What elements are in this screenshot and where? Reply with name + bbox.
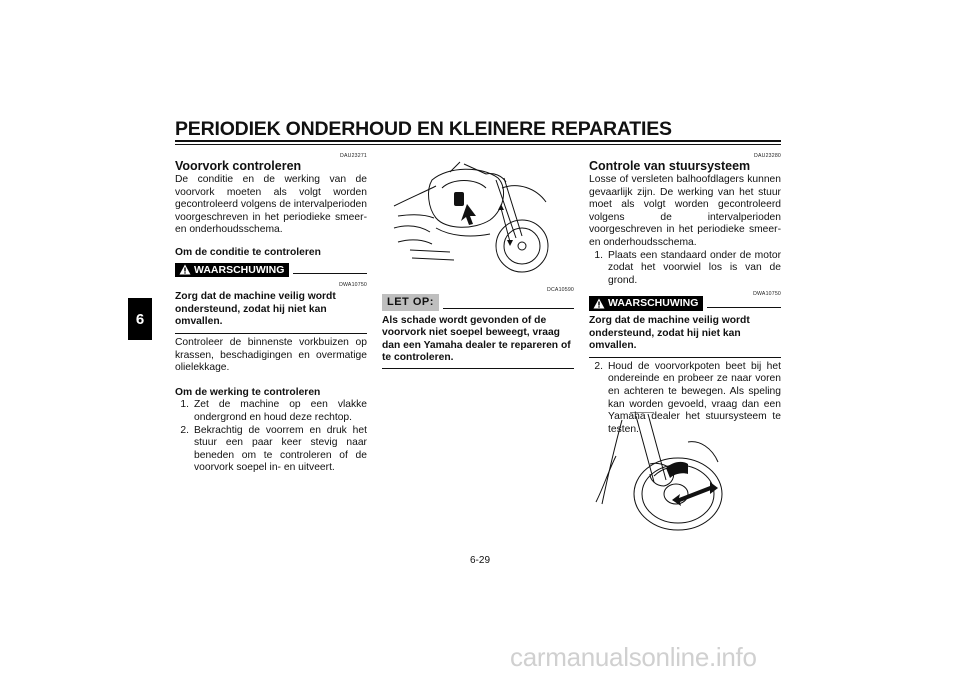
step-number: 2. (594, 360, 603, 372)
warning-label (589, 296, 703, 311)
page-title: PERIODIEK ONDERHOUD EN KLEINERE REPARATIES (175, 118, 672, 140)
section-heading-steering: Controle van stuursysteem (589, 159, 751, 173)
step-number: 2. (180, 424, 189, 436)
page-number: 6-29 (470, 555, 491, 566)
warning-bar (175, 263, 367, 278)
check-paragraph: Controleer de binnenste vorkbuizen op krassen, beschadigingen en overmatige olielekkage. (175, 336, 367, 374)
watermark: carmanualsonline.info (510, 642, 757, 672)
step-item (589, 250, 781, 288)
title-rule (175, 140, 781, 142)
warning-rule (293, 273, 367, 274)
title-rule-thin (175, 144, 781, 145)
warning-label-text: WAARSCHUWING (194, 263, 285, 276)
warning-label-text: WAARSCHUWING (608, 297, 699, 310)
warning-triangle-icon (179, 264, 191, 275)
step-text: Houd de voorvorkpoten beet bij het ondereinde en probeer ze naar voren en achteren te bewegen. Als speling kan worden gevoeld, vraag dan een Yamaha dealer het stuursysteem te testen. (608, 360, 781, 435)
intro-paragraph: De conditie en de werking van de voorvork moeten als volgt worden gecontroleerd volgens de intervalperioden voorgeschreven in het periodieke smeer- en onderhoudsschema. (175, 174, 367, 236)
warning-bar (589, 296, 781, 311)
warning-code: DWA10750 (339, 282, 367, 289)
notice-text: Als schade wordt gevonden of de voorvork niet soepel beweegt, vraag dan een Yamaha dealer te repareren of te controleren. (382, 311, 574, 369)
section-heading-front-fork: Voorvork controleren (175, 159, 302, 173)
intro-paragraph: Losse of versleten balhoofdlagers kunnen gevaarlijk zijn. De werking van het stuur moet als volgt worden gecontroleerd volgens de intervalperioden voorgeschreven in het periodieke smeer- en onderhoudsschema. (589, 174, 781, 248)
chapter-tab: 6 (128, 298, 152, 340)
step-item (175, 399, 367, 424)
notice-bar (382, 294, 574, 311)
front-fork-illustration (390, 158, 560, 276)
warning-label (175, 263, 289, 278)
warning-text: Zorg dat de machine veilig wordt ondersteund, zodat hij niet kan omvallen. (589, 311, 781, 358)
step-number: 1. (180, 399, 189, 411)
section-code: DAU23271 (340, 153, 367, 159)
step-item (175, 425, 367, 475)
warning-triangle-icon (593, 298, 605, 309)
step-text: Bekrachtig de voorrem en druk het stuur een paar keer stevig naar beneden om te controleren of de voorvork soepel in- en uitveert. (194, 424, 367, 474)
notice-label: LET OP: (382, 294, 439, 311)
warning-rule (707, 307, 781, 308)
step-text: Zet de machine op een vlakke ondergrond en houd deze rechtop. (194, 399, 367, 423)
subheading-condition: Om de conditie te controleren (175, 246, 321, 258)
middle-column (382, 284, 574, 369)
notice-code: DCA10590 (547, 287, 574, 293)
warning-text: Zorg dat de machine veilig wordt ondersteund, zodat hij niet kan omvallen. (175, 287, 367, 334)
left-column (175, 150, 367, 475)
steering-check-illustration (592, 412, 732, 534)
section-code: DAU23280 (754, 153, 781, 159)
right-column (589, 150, 781, 436)
subheading-operation: Om de werking te controleren (175, 386, 321, 398)
warning-code: DWA10750 (753, 291, 781, 298)
notice-rule (443, 308, 574, 309)
step-number: 1. (594, 249, 603, 261)
step-text: Plaats een standaard onder de motor zodat het voorwiel los is van de grond. (608, 249, 781, 286)
